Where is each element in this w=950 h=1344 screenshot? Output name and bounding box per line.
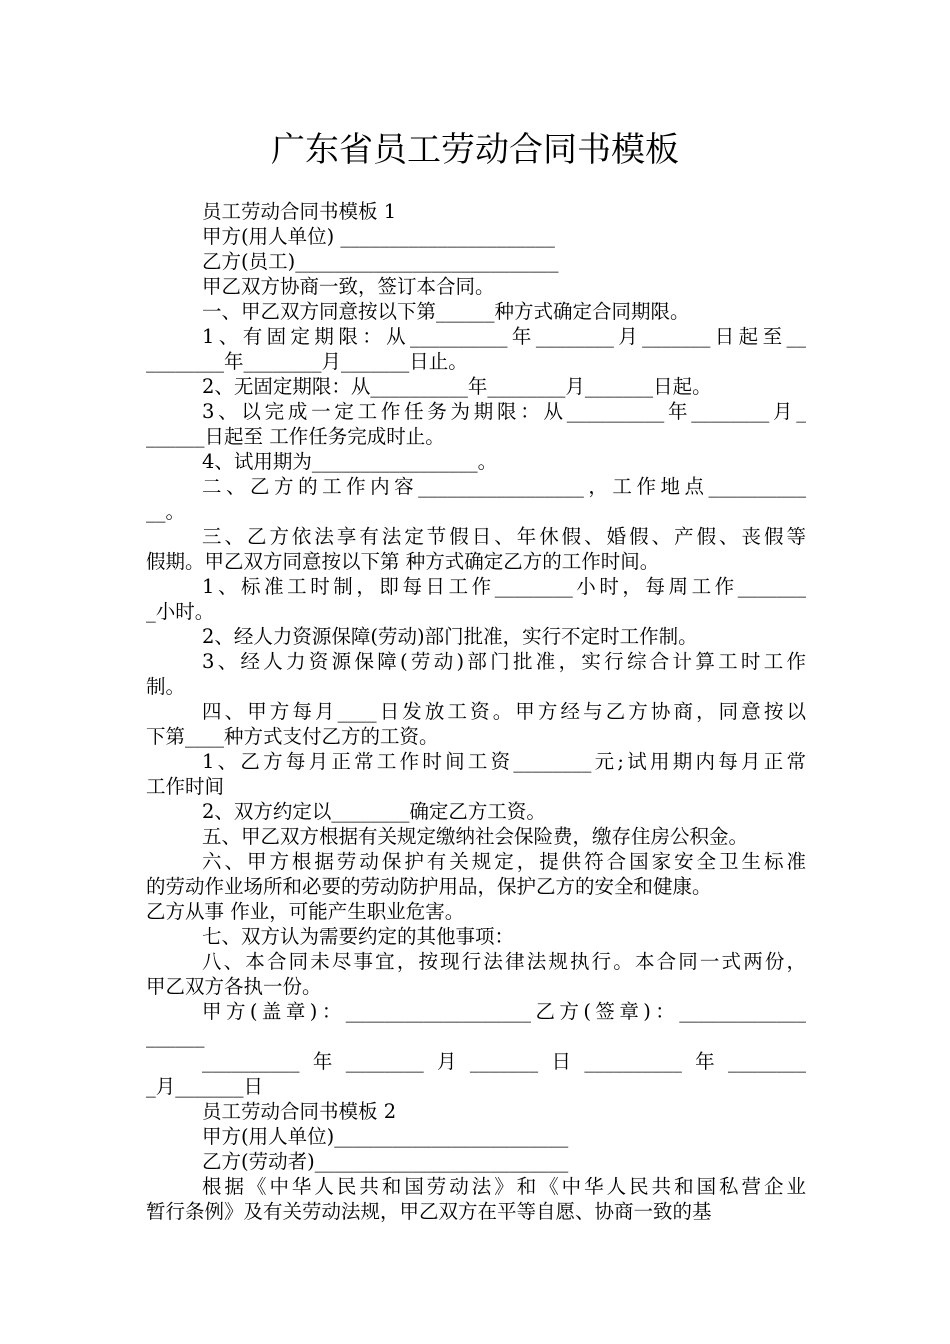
paragraph-line: __。 xyxy=(146,500,186,523)
paragraph-line: 1、有固定期限：从__________年________月_______日起至__ xyxy=(202,325,806,348)
document-title: 广东省员工劳动合同书模板 xyxy=(271,130,679,170)
paragraph-line: 甲乙双方各执一份。 xyxy=(146,975,322,998)
section-heading-template-2: 员工劳动合同书模板 2 xyxy=(202,1100,397,1123)
section-heading-template-1: 员工劳动合同书模板 1 xyxy=(202,200,397,223)
paragraph-line: 4、试用期为_________________。 xyxy=(202,450,498,473)
party-b-line: 乙方(员工)___________________________ xyxy=(202,250,559,273)
paragraph-line: 2、双方约定以________确定乙方工资。 xyxy=(202,800,546,823)
clause-4-line: 四、甲方每月____日发放工资。甲方经与乙方协商，同意按以 xyxy=(202,700,806,723)
paragraph-line: 制。 xyxy=(146,675,186,698)
paragraph-line: _月_______日 xyxy=(146,1075,264,1098)
clause-8-line: 八、本合同未尽事宜，按现行法律法规执行。本合同一式两份， xyxy=(202,950,806,973)
paragraph-line: ________年________月_______日止。 xyxy=(146,350,468,373)
paragraph-line: 假期。甲乙双方同意按以下第 种方式确定乙方的工作时间。 xyxy=(146,550,660,573)
paragraph-line: ______日起至 工作任务完成时止。 xyxy=(146,425,445,448)
clause-3-line: 三、乙方依法享有法定节假日、年休假、婚假、产假、丧假等 xyxy=(202,525,806,548)
paragraph-line: ______ xyxy=(146,1025,205,1048)
party-a-line: 甲方(用人单位) ______________________ xyxy=(202,225,555,248)
date-line: __________年________月_______日__________年________ xyxy=(202,1050,807,1073)
paragraph-line: 暂行条例》及有关劳动法规，甲乙双方在平等自愿、协商一致的基 xyxy=(146,1200,712,1223)
paragraph-line: 甲乙双方协商一致，签订本合同。 xyxy=(202,275,495,298)
clause-5-line: 五、甲乙双方根据有关规定缴纳社会保险费，缴存住房公积金。 xyxy=(202,825,749,848)
party-a-line: 甲方(用人单位)________________________ xyxy=(202,1125,569,1148)
clause-7-line: 七、双方认为需要约定的其他事项： xyxy=(202,925,515,948)
paragraph-line: 乙方从事 作业，可能产生职业危害。 xyxy=(146,900,465,923)
party-b-line: 乙方(劳动者)__________________________ xyxy=(202,1150,569,1173)
paragraph-line: 3、以完成一定工作任务为期限：从__________年________月_ xyxy=(202,400,806,423)
paragraph-line: 1、乙方每月正常工作时间工资________元;试用期内每月正常 xyxy=(202,750,806,773)
paragraph-line: 2、无固定期限：从__________年________月_______日起。 xyxy=(202,375,712,398)
clause-6-line: 六、甲方根据劳动保护有关规定，提供符合国家安全卫生标准 xyxy=(202,850,806,873)
paragraph-line: 工作时间 xyxy=(146,775,225,798)
paragraph-line: _小时。 xyxy=(146,600,215,623)
paragraph-line: 2、经人力资源保障(劳动)部门批准，实行不定时工作制。 xyxy=(202,625,698,648)
clause-2-line: 二、乙方的工作内容_________________，工作地点__________ xyxy=(202,475,806,498)
clause-1-line: 一、甲乙双方同意按以下第______种方式确定合同期限。 xyxy=(202,300,690,323)
paragraph-line: 的劳动作业场所和必要的劳动防护用品，保护乙方的安全和健康。 xyxy=(146,875,712,898)
paragraph-line: 根据《中华人民共和国劳动法》和《中华人民共和国私营企业 xyxy=(202,1175,806,1198)
signature-line: 甲方(盖章)：___________________乙方(签章)：_____________ xyxy=(202,1000,806,1023)
paragraph-line: 下第____种方式支付乙方的工资。 xyxy=(146,725,439,748)
paragraph-line: 3、经人力资源保障(劳动)部门批准，实行综合计算工时工作 xyxy=(202,650,806,673)
paragraph-line: 1、标准工时制，即每日工作________小时，每周工作_______ xyxy=(202,575,806,598)
